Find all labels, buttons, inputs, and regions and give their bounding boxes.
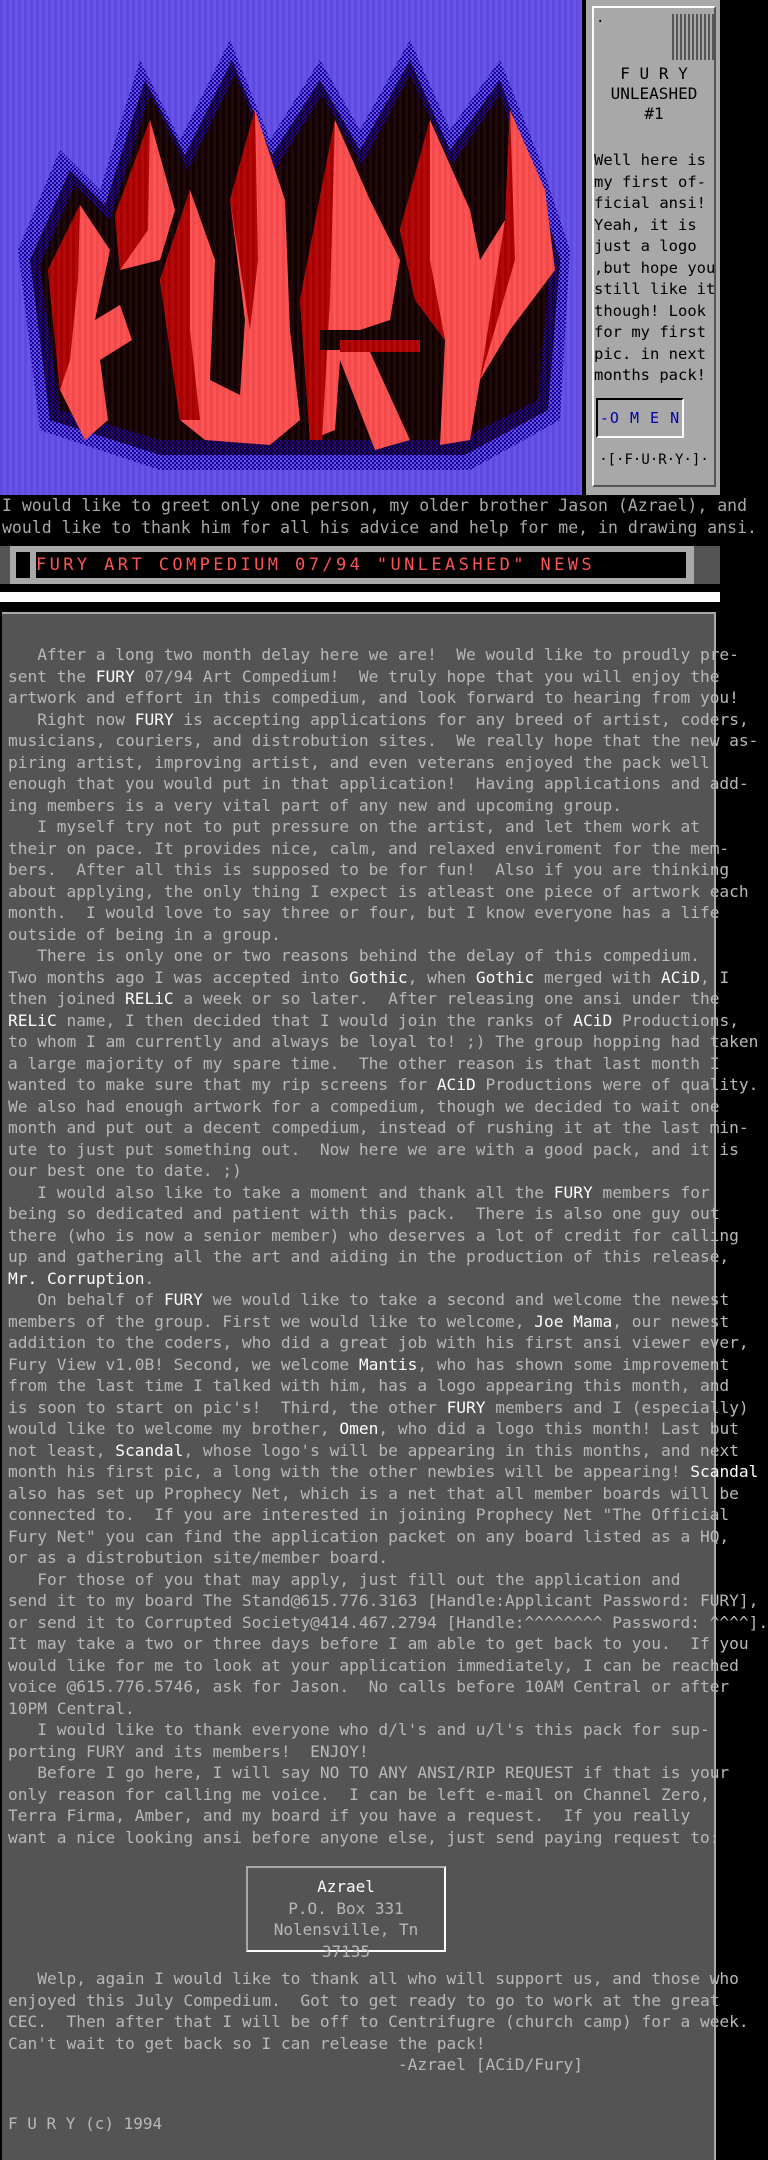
closing-text: Welp, again I would like to thank all who will support us, and those who enjoyed this July Compedium. Got to get ready to go to work at the great CEC. Then after that I will be off to Centrifugre (church camp) for a week. Can't wait to get back so I can release the pack! -Azrael [ACiD/Fury] [8, 1969, 749, 2074]
paragraph-text: For those of you that may apply, just fill out the application and send it to my board The Stand@615.776.3163 [Handle:Applicant Password: FURY], or send it to Corrupted Society@414.467.2794 [Handle:^^^^^^^^ Password: ^^^^]. It may take a two or three days before I am able to get back to you. If you would like for me to look at your application immediately, I can be reached voice @615.776.5746, ask for Jason. No calls before 10AM Central or after 10PM Central. [8, 1569, 768, 1718]
article-paragraph [8, 709, 759, 817]
highlighted-name: ACiD [661, 967, 700, 987]
sidebar-shade-block [672, 14, 714, 60]
highlighted-name: Gothic [475, 967, 535, 987]
paragraph-text: merged with [534, 967, 662, 987]
highlighted-name: FURY [134, 709, 174, 729]
paragraph-text: , I then joined [8, 967, 730, 1008]
article-paragraph [8, 1719, 714, 1762]
paragraph-text: Right now [8, 709, 135, 729]
news-article [8, 644, 768, 1848]
address-name: Azrael [317, 1877, 375, 1896]
paragraph-text: I myself try not to put pressure on the artist, and let them work at their on pace. It provides nice, calm, and relaxed enviroment for the mem- bers. After all this is supposed to be for fun! Also if you are thinking about applying, the only thing I expect is atleast one piece of artwork each month. I would love to say three or four, but I know everyone has a life outside of being in a group. [8, 817, 749, 944]
highlighted-name: FURY [163, 1290, 203, 1309]
paragraph-text: members for being so dedicated and patient with this pack. There is also one guy out there (who is now a senior member) who deserves a lot of credit for calling up and gathering all the art and aiding in the production of this release, [8, 1182, 739, 1266]
paragraph-text: Before I go here, I will say NO TO ANY ANSI/RIP REQUEST if that is your only reason for calling me voice. I can be left e-mail on Channel Zero, Terra Firma, Amber, and my board if you have a request. If you really want a nice looking ansi before anyone else, just send paying request to: [8, 1763, 730, 1847]
highlighted-name: Mr. Corruption [8, 1268, 145, 1288]
paragraph-text: On behalf of [8, 1290, 164, 1309]
news-bar-left-cap [0, 546, 10, 584]
sidebar-dot: . [596, 10, 605, 26]
fury-logo [0, 0, 582, 495]
highlighted-name: Scandal [115, 1440, 184, 1460]
address-line-1: P.O. Box 331 [288, 1898, 404, 1918]
paragraph-text: Productions were of quality. We also had enough artwork for a compedium, though we decided to wait one month and put out a decent compedium, instead of rushing it at the last min- ute to just put something out. Now here we are with a good pack, and it is our best one to date. ;) [8, 1075, 759, 1180]
highlighted-name: FURY [553, 1182, 593, 1202]
paragraph-text: , whose logo's will be appearing in this months, and next month his first pic, a long with the other newbies will be appearing! [8, 1440, 739, 1481]
article-paragraph [8, 1762, 730, 1848]
paragraph-text: is accepting applications for any breed of artist, coders, musicians, couriers, and distrobution sites. We really hope that the new as- piring artist, improving artist, and even veterans enjoyed the pack well enough that you would put in that application! Having applications and add- ing members is a very vital part of any new and upcoming group. [8, 709, 759, 815]
article-paragraph [8, 945, 759, 1182]
sidebar-message: Well here is my first of- ficial ansi! Yeah, it is just a logo ,but hope you still like it though! Look for my first pic. in next months pack! [594, 151, 716, 384]
highlighted-name: FURY [446, 1397, 486, 1417]
article-paragraph [8, 816, 749, 945]
info-sidebar [586, 0, 720, 495]
mailing-address-box [246, 1866, 446, 1961]
news-bar-right-cap [694, 546, 720, 584]
highlighted-name: ACiD [436, 1075, 476, 1094]
paragraph-text: I would also like to take a moment and thank all the [8, 1182, 554, 1202]
paragraph-text: , who has shown some improvement from the last time I talked with him, has a logo appearing this month, and is soon to start on pic's! Third, the other [8, 1354, 730, 1417]
copyright-notice: F U R Y (c) 1994 [8, 2114, 163, 2133]
article-paragraph [8, 644, 739, 709]
paragraph-text: also has set up Prophecy Net, which is a net that all member boards will be connected to. If you are interested in joining Prophecy Net "The Official Fury Net" you can find the application packet on any board listed as a HQ, or as a distrobution site/member board. [8, 1483, 739, 1567]
greeting-text: I would like to greet only one person, my older brother Jason (Azrael), and would like to thank him for all his advice and help for me, in drawing ansi. [2, 496, 757, 537]
highlighted-name: ACiD [573, 1010, 613, 1030]
news-bar-left-block [16, 552, 30, 578]
highlighted-name: RELiC [8, 1010, 57, 1030]
paragraph-text: name, I then decided that I would join the ranks of [56, 1010, 574, 1030]
artist-signature-omen: -O M E N [596, 398, 684, 438]
article-paragraph [8, 1289, 759, 1569]
highlighted-name: FURY [95, 666, 135, 686]
paragraph-text: Productions, to whom I am currently and always be loyal to! ;) The group hopping had taken a large majority of my spare time. The other reason is that last month I wanted to make sure that my rip screens for [8, 1010, 759, 1094]
highlighted-name: Omen [339, 1419, 379, 1438]
highlighted-name: Mantis [358, 1354, 418, 1374]
highlighted-name: Joe Mama [534, 1311, 613, 1331]
highlighted-name: Gothic [349, 967, 408, 987]
sidebar-footer-tag: ·[·F·U·R·Y·]· [599, 452, 709, 468]
paragraph-text: 07/94 Art Compedium! We truly hope that you will enjoy the artwork and effort in this compedium, and look forward to hearing from you! [8, 666, 739, 707]
highlighted-name: Scandal [690, 1462, 759, 1481]
paragraph-text: . [144, 1268, 155, 1288]
paragraph-text: members and I (especially) would like to welcome my brother, [8, 1397, 749, 1438]
paragraph-text: a week or so later. After releasing one ansi under the [183, 989, 720, 1008]
paragraph-text: we would like to take a second and welcome the newest members of the group. First we would like to welcome, [8, 1290, 730, 1331]
paragraph-text: There is only one or two reasons behind the delay of this compedium. Two months ago I was accepted into [8, 946, 700, 987]
paragraph-text: , when [407, 967, 476, 987]
article-paragraph [8, 1569, 768, 1720]
sidebar-title: F U R Y UNLEASHED #1 [610, 64, 698, 123]
paragraph-text: I would like to thank everyone who d/l's and u/l's this pack for sup- porting FURY and its members! ENJOY! [8, 1720, 710, 1761]
fury-logo-art [0, 0, 582, 495]
paragraph-text: After a long two month delay here we are! We would like to proudly pre- sent the [8, 645, 739, 686]
highlighted-name: RELiC [124, 989, 174, 1008]
news-bar-divider [0, 592, 720, 602]
address-line-2: Nolensville, Tn 37135 [273, 1920, 419, 1961]
news-bar-title: FURY ART COMPEDIUM 07/94 "UNLEASHED" NEWS [36, 552, 686, 578]
paragraph-text: , who did a logo this month! Last but not least, [8, 1419, 739, 1460]
article-paragraph [8, 1182, 739, 1290]
paragraph-text: , our newest addition to the coders, who did a great job with his first ansi viewer ever, Fury View v1.0B! Second, we welcome [8, 1311, 749, 1374]
